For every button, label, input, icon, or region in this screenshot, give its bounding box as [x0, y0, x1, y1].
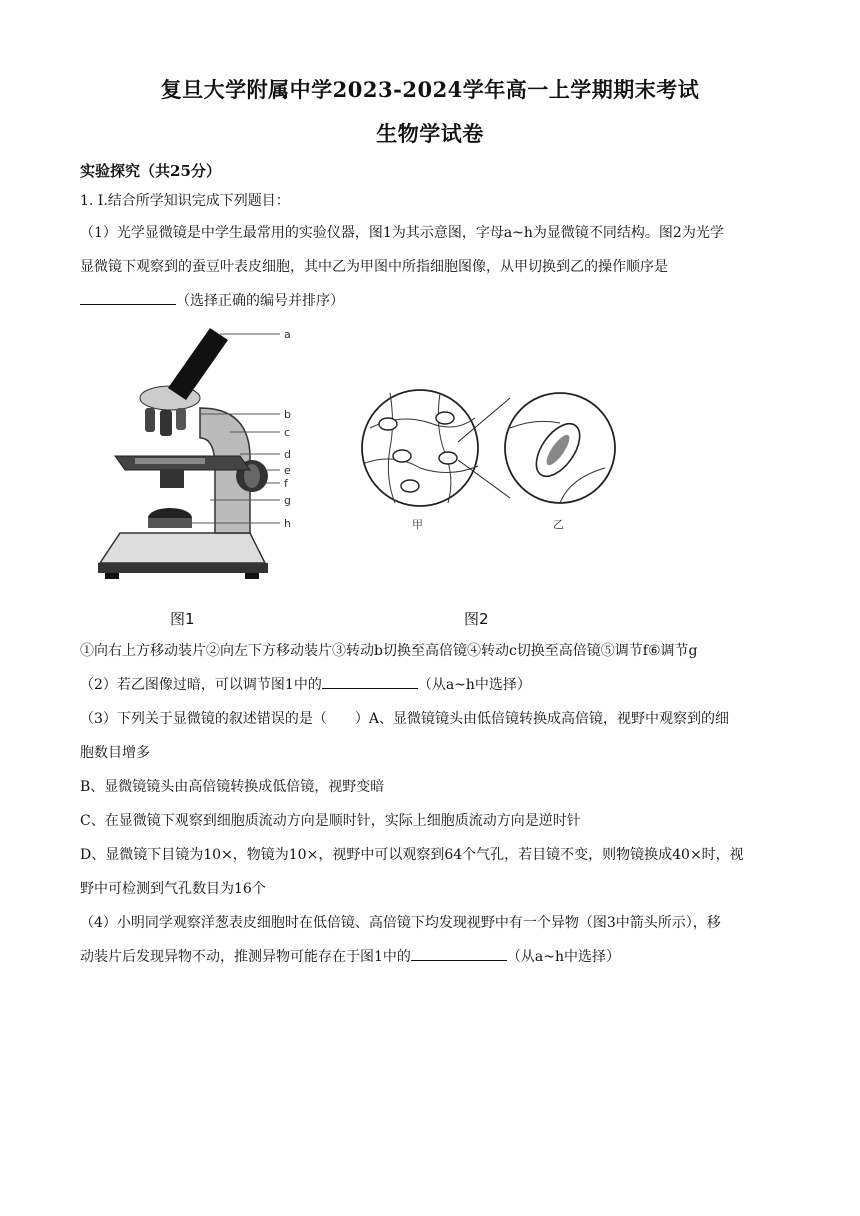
q3-line1: （3）下列关于显微镜的叙述错误的是（ ）A、显微镜镜头由低倍镜转换成高倍镜，视野中观察到的细 — [80, 711, 730, 727]
q3-option-d-line1: D、显微镜下目镜为10×，物镜为10×，视野中可以观察到64个气孔，若目镜不变，则物镜换成40×时，视 — [80, 847, 744, 863]
q1-line2: 显微镜下观察到的蚕豆叶表皮细胞，其中乙为甲图中所指细胞图像，从甲切换到乙的操作顺序是 — [80, 259, 668, 275]
fig1-label-h: h — [284, 517, 291, 530]
answer-blank-1[interactable] — [80, 290, 176, 305]
q2-text: （2）若乙图像过暗，可以调节图1中的 — [80, 677, 322, 693]
fig1-label-g: g — [284, 494, 291, 507]
q3-line2: 胞数目增多 — [80, 745, 150, 761]
figure1-caption: 图1 — [170, 610, 195, 628]
figure2-caption: 图2 — [464, 610, 489, 628]
q4-line1: （4）小明同学观察洋葱表皮细胞时在低倍镜、高倍镜下均发现视野中有一个异物（图3中箭头所示），移 — [80, 915, 721, 931]
q2-line — [80, 674, 790, 696]
fig1-label-e: e — [284, 464, 291, 477]
q4-line2 — [80, 946, 790, 968]
answer-blank-3[interactable] — [411, 946, 507, 961]
fig1-label-a: a — [284, 328, 291, 341]
q2-text-after: （从a~h中选择） — [417, 677, 531, 693]
fig2-label-right: 乙 — [553, 518, 564, 531]
fig2-label-left: 甲 — [412, 518, 423, 531]
question-intro: 1. I.结合所学知识完成下列题目： — [80, 193, 290, 209]
options-line: ①向右上方移动装片②向左下方移动装片③转动b切换至高倍镜④转动c切换至高倍镜⑤调节f⑥调节g — [80, 643, 698, 659]
q1-line3 — [80, 290, 790, 312]
fig1-label-b: b — [284, 408, 291, 421]
q3-option-c: C、在显微镜下观察到细胞质流动方向是顺时针，实际上细胞质流动方向是逆时针 — [80, 813, 581, 829]
fig1-label-f: f — [284, 477, 288, 490]
figure1-microscope — [90, 318, 310, 588]
figures — [80, 318, 600, 638]
figure2-cells — [360, 378, 620, 568]
q1-line1: （1）光学显微镜是中学生最常用的实验仪器，图1为其示意图，字母a~h为显微镜不同结构。图2为光学 — [80, 225, 724, 241]
fig1-label-c: c — [284, 426, 291, 439]
section-heading: 实验探究（共25分） — [80, 162, 221, 180]
q3-option-d-line2: 野中可检测到气孔数目为16个 — [80, 881, 266, 897]
q4-text: 动装片后发现异物不动，推测异物可能存在于图1中的 — [80, 949, 411, 965]
q1-line3-text: （选择正确的编号并排序） — [176, 293, 344, 309]
q3-option-b: B、显微镜镜头由高倍镜转换成低倍镜，视野变暗 — [80, 779, 385, 795]
exam-title: 复旦大学附属中学2023-2024学年高一上学期期末考试 — [160, 77, 700, 102]
answer-blank-2[interactable] — [322, 674, 418, 689]
exam-subtitle: 生物学试卷 — [376, 121, 484, 146]
q4-text-after: （从a~h中选择） — [506, 949, 620, 965]
fig1-label-d: d — [284, 448, 291, 461]
